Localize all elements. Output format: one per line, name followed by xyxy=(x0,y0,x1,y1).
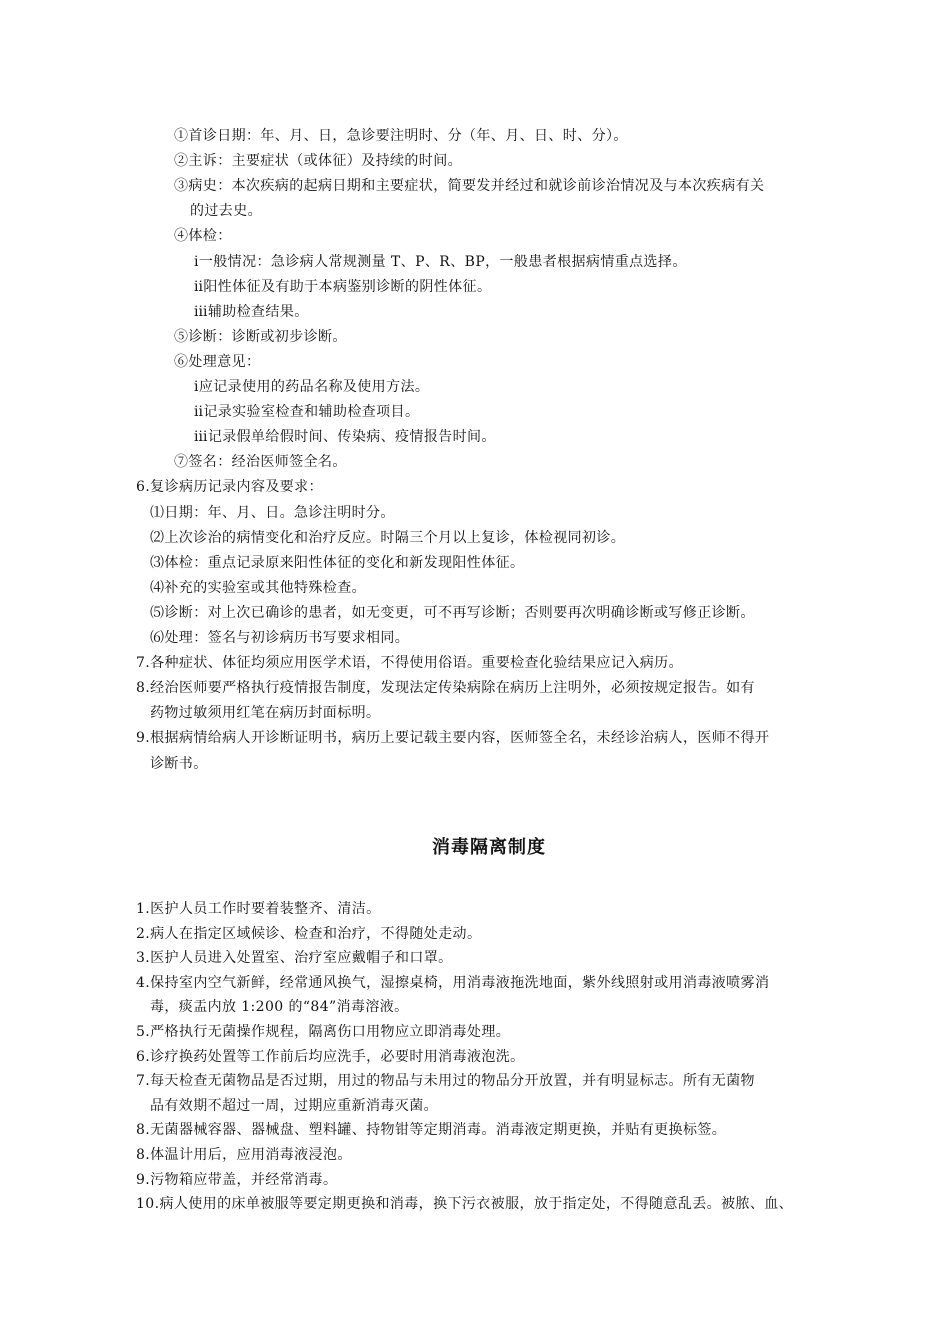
part2-line: 8.无菌器械容器、器械盘、塑料罐、持物钳等定期消毒。消毒液定期更换，并贴有更换标签。 xyxy=(136,1122,727,1139)
part1-line: ⅲ记录假单给假时间、传染病、疫情报告时间。 xyxy=(194,429,496,446)
part1-line: 的过去史。 xyxy=(190,203,262,220)
part1-line: 诊断书。 xyxy=(150,755,208,772)
part1-line: 6.复诊病历记录内容及要求： xyxy=(136,479,323,496)
part2-line: 7.每天检查无菌物品是否过期，用过的物品与未用过的物品分开放置，并有明显标志。所有无菌物 xyxy=(136,1073,755,1090)
part1-line: ⅱ阳性体征及有助于本病鉴别诊断的阴性体征。 xyxy=(194,278,492,295)
part1-line: ⅰ一般情况：急诊病人常规测量 T、P、R、BP，一般患者根据病情重点选择。 xyxy=(194,253,687,270)
part1-line: ⑵上次诊治的病情变化和治疗反应。时隔三个月以上复诊，体检视同初诊。 xyxy=(150,529,626,546)
part2-line: 1.医护人员工作时要着装整齐、清洁。 xyxy=(136,901,381,917)
part2-line: 10.病人使用的床单被服等要定期更换和消毒，换下污衣被服，放于指定处，不得随意乱丢。被脓、血、 xyxy=(136,1196,794,1213)
part1-line: 9.根据病情给病人开诊断证明书，病历上要记载主要内容，医师签全名，未经诊治病人，医师不得开 xyxy=(136,730,770,747)
part2-line: 2.病人在指定区域候诊、检查和治疗，不得随处走动。 xyxy=(136,925,482,942)
part2-line: 5.严格执行无菌操作规程，隔离伤口用物应立即消毒处理。 xyxy=(136,1024,511,1040)
part1-line: ⑸诊断：对上次已确诊的患者，如无变更，可不再写诊断；否则要再次明确诊断或写修正诊断。 xyxy=(150,604,755,621)
part2-line: 8.体温计用后，应用消毒液浸泡。 xyxy=(136,1147,352,1163)
part1-line: 8.经治医师要严格执行疫情报告制度，发现法定传染病除在病历上注明外，必须按规定报告。如有 xyxy=(136,680,755,697)
part1-line: ⑹处理：签名与初诊病历书写要求相同。 xyxy=(150,630,410,646)
part1-line: ⑦签名：经治医师签全名。 xyxy=(174,454,347,471)
part2-line: 6.诊疗换药处置等工作前后均应洗手，必要时用消毒液泡洗。 xyxy=(136,1048,525,1065)
part1-line: ⑤诊断：诊断或初步诊断。 xyxy=(174,328,347,345)
part1-line: ⑴日期：年、月、日。急诊注明时分。 xyxy=(150,504,395,521)
part1-line: ①首诊日期：年、月、日，急诊要注明时、分（年、月、日、时、分）。 xyxy=(174,128,628,144)
section-title-text: 消毒隔离制度 xyxy=(432,837,546,858)
part1-line: ③病史：本次疾病的起病日期和主要症状，简要发并经过和就诊前诊治情况及与本次疾病有关 xyxy=(174,178,765,195)
part2-line: 品有效期不超过一周，过期应重新消毒灭菌。 xyxy=(150,1097,438,1114)
part1-line: ⅲ辅助检查结果。 xyxy=(194,303,309,320)
part2-line: 3.医护人员进入处置室、治疗室应戴帽子和口罩。 xyxy=(136,950,453,967)
part1-line: ②主诉：主要症状（或体征）及持续的时间。 xyxy=(174,153,462,170)
section-title xyxy=(0,834,950,862)
part2-line: 毒，痰盂内放 1:200 的“84”消毒溶液。 xyxy=(150,999,409,1016)
part1-line: ④体检： xyxy=(174,228,232,245)
part1-line: ⅰ应记录使用的药品名称及使用方法。 xyxy=(194,379,430,395)
part1-line: 7.各种症状、体征均须应用医学术语，不得使用俗语。重要检查化验结果应记入病历。 xyxy=(136,655,683,672)
part1-line: ⑷补充的实验室或其他特殊检查。 xyxy=(150,579,366,596)
part2-line: 4.保持室内空气新鲜，经常通风换气，湿擦桌椅，用消毒液拖洗地面，紫外线照射或用消毒液喷雾消 xyxy=(136,974,770,991)
part2-line: 9.污物箱应带盖，并经常消毒。 xyxy=(136,1171,338,1188)
part1-line: ⑥处理意见： xyxy=(174,353,261,370)
part1-line: 药物过敏须用红笔在病历封面标明。 xyxy=(150,705,381,722)
part1-line: ⑶体检：重点记录原来阳性体征的变化和新发现阳性体征。 xyxy=(150,554,525,571)
part1-line: ⅱ记录实验室检查和辅助检查项目。 xyxy=(194,404,420,421)
